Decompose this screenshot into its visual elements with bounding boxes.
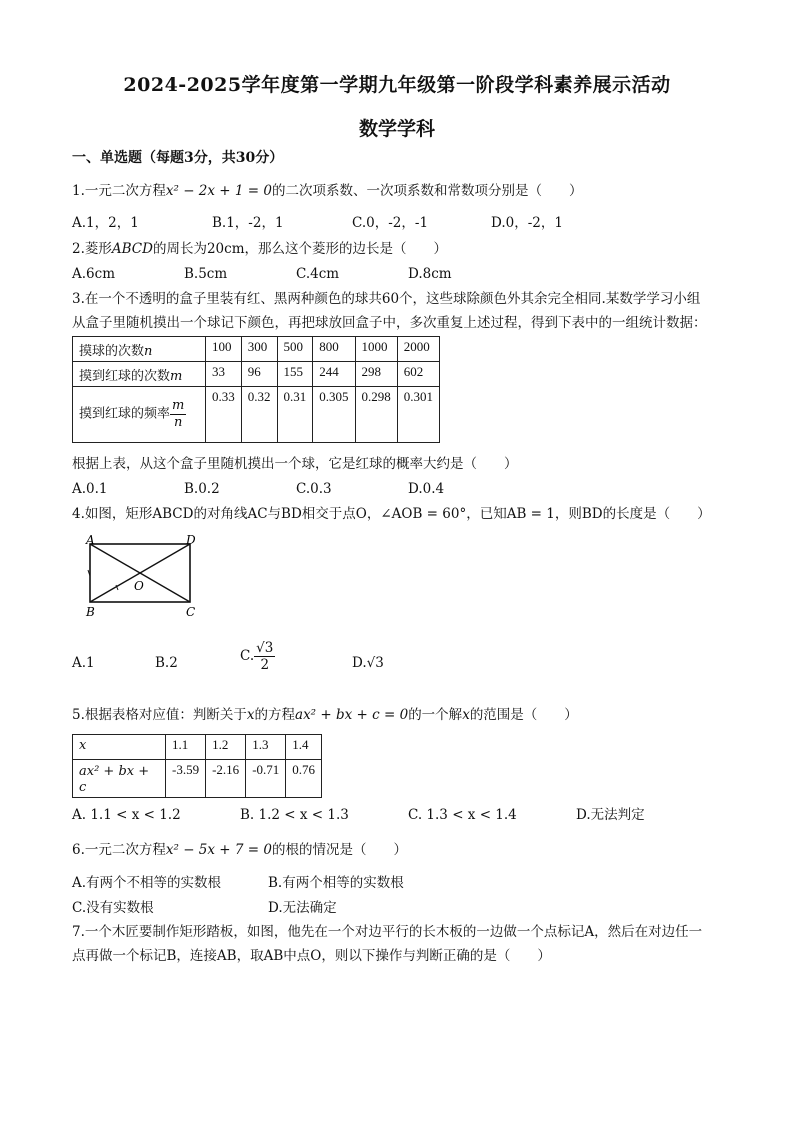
q4-option-d: D.√3 (352, 655, 384, 671)
label-d: D (186, 533, 196, 547)
table-cell: 0.301 (397, 387, 439, 443)
question-6: 6.一元二次方程x² − 5x + 7 = 0的根的情况是（ ） (72, 842, 407, 858)
label-o: O (134, 579, 144, 593)
table-cell: 800 (313, 337, 355, 362)
table-cell: 0.305 (313, 387, 355, 443)
q3-option-c: C.0.3 (296, 481, 332, 497)
table-cell: 0.76 (286, 760, 322, 798)
table-cell: 0.32 (241, 387, 277, 443)
q2-option-c: C.4cm (296, 266, 340, 282)
q3-option-d: D.0.4 (408, 481, 445, 497)
table-cell: 0.33 (206, 387, 242, 443)
label-b: B (86, 605, 95, 619)
q2-option-b: B.5cm (184, 266, 228, 282)
q1-prefix: 1.一元二次方程 (72, 183, 166, 199)
question-3-line2: 从盒子里随机摸出一个球记下颜色，再把球放回盒子中，多次重复上述过程，得到下表中的一组统计数据： (72, 315, 707, 331)
rectangle-figure (80, 532, 205, 620)
question-2 (72, 240, 447, 258)
table-cell: 298 (355, 362, 397, 387)
table-cell: ax² + bx + c (73, 760, 166, 798)
q1-suffix: 的二次项系数、一次项系数和常数项分别是（ ） (271, 183, 583, 199)
q4-option-a: A.1 (72, 655, 95, 671)
table-cell: -0.71 (246, 760, 286, 798)
table-cell: 2000 (397, 337, 439, 362)
q3-option-a: A.0.1 (72, 481, 108, 497)
question-5: 5.根据表格对应值：判断关于x的方程ax² + bx + c = 0的一个解x的范围是（ ） (72, 707, 578, 723)
table-cell: 33 (206, 362, 242, 387)
q6-option-a: A.有两个不相等的实数根 (72, 875, 222, 891)
table-cell: 1.1 (166, 735, 206, 760)
q2-suffix: 的周长为20cm，那么这个菱形的边长是（ ） (152, 241, 448, 257)
table-row (73, 760, 322, 798)
table-cell: 244 (313, 362, 355, 387)
table-cell: 100 (206, 337, 242, 362)
question-3-line1: 3.在一个不透明的盒子里装有红、黑两种颜色的球共60个，这些球除颜色外其余完全相同.某数学学习小组 (72, 291, 701, 307)
q6-option-d: D.无法确定 (268, 900, 337, 916)
q2-prefix: 2.菱形 (72, 241, 112, 257)
table-cell: 1000 (355, 337, 397, 362)
table-cell: 0.31 (277, 387, 313, 443)
q2-shape: ABCD (111, 241, 153, 257)
table-cell: -3.59 (166, 760, 206, 798)
q4-option-c: C. $\frac{√3}{2}$ (240, 640, 274, 673)
q1-equation: x² − 2x + 1 = 0 (165, 183, 272, 199)
label-a: A (86, 533, 95, 547)
q4-option-b: B.2 (155, 655, 178, 671)
table-cell: 摸到红球的频率 $\frac{m}{n}$ (73, 387, 206, 443)
table-cell: 96 (241, 362, 277, 387)
table-cell: 0.298 (355, 387, 397, 443)
question-7-line1: 7.一个木匠要制作矩形踏板，如图，他先在一个对边平行的长木板的一边做一个点标记A，然后在对边任一 (72, 924, 703, 940)
table-cell: 摸球的次数n (73, 337, 206, 362)
question-4: 4.如图，矩形ABCD的对角线AC与BD相交于点O，∠AOB = 60°，已知AB = 1，则BD的长度是（ ） (72, 506, 711, 522)
q2-option-a: A.6cm (72, 266, 115, 282)
table-row (73, 735, 322, 760)
question-1 (72, 182, 582, 200)
q2-option-d: D.8cm (408, 266, 452, 282)
q5-option-a: A. 1.1 < x < 1.2 (72, 807, 181, 823)
question-7-line2: 点再做一个标记B，连接AB，取AB中点O，则以下操作与判断正确的是（ ） (72, 948, 551, 964)
q6-option-b: B.有两个相等的实数根 (268, 875, 404, 891)
table-cell: 1.4 (286, 735, 322, 760)
q1-option-b: B.1，-2，1 (212, 215, 284, 231)
table-cell: 602 (397, 362, 439, 387)
table-cell: 155 (277, 362, 313, 387)
table-row (73, 337, 440, 362)
table-cell: 1.3 (246, 735, 286, 760)
q5-option-c: C. 1.3 < x < 1.4 (408, 807, 517, 823)
question-3-after: 根据上表，从这个盒子里随机摸出一个球，它是红球的概率大约是（ ） (72, 456, 518, 472)
q3-stats-table (72, 336, 440, 443)
section-heading: 一、单选题（每题3分，共30分） (72, 150, 284, 166)
table-cell: 1.2 (206, 735, 246, 760)
page-title: 2024-2025学年度第一学期九年级第一阶段学科素养展示活动 (123, 74, 671, 96)
q5-values-table (72, 734, 322, 798)
table-cell: x (73, 735, 166, 760)
table-row (73, 362, 440, 387)
q5-option-d: D.无法判定 (576, 807, 645, 823)
label-c: C (186, 605, 196, 619)
q3-option-b: B.0.2 (184, 481, 220, 497)
q1-option-d: D.0，-2，1 (491, 215, 563, 231)
table-cell: 500 (277, 337, 313, 362)
q1-option-c: C.0，-2，-1 (352, 215, 429, 231)
table-row (73, 387, 440, 443)
table-cell: -2.16 (206, 760, 246, 798)
q6-option-c: C.没有实数根 (72, 900, 154, 916)
page-subtitle: 数学学科 (358, 118, 435, 140)
q5-option-b: B. 1.2 < x < 1.3 (240, 807, 349, 823)
q1-option-a: A.1，2，1 (72, 215, 139, 231)
table-cell: 300 (241, 337, 277, 362)
table-cell: 摸到红球的次数m (73, 362, 206, 387)
